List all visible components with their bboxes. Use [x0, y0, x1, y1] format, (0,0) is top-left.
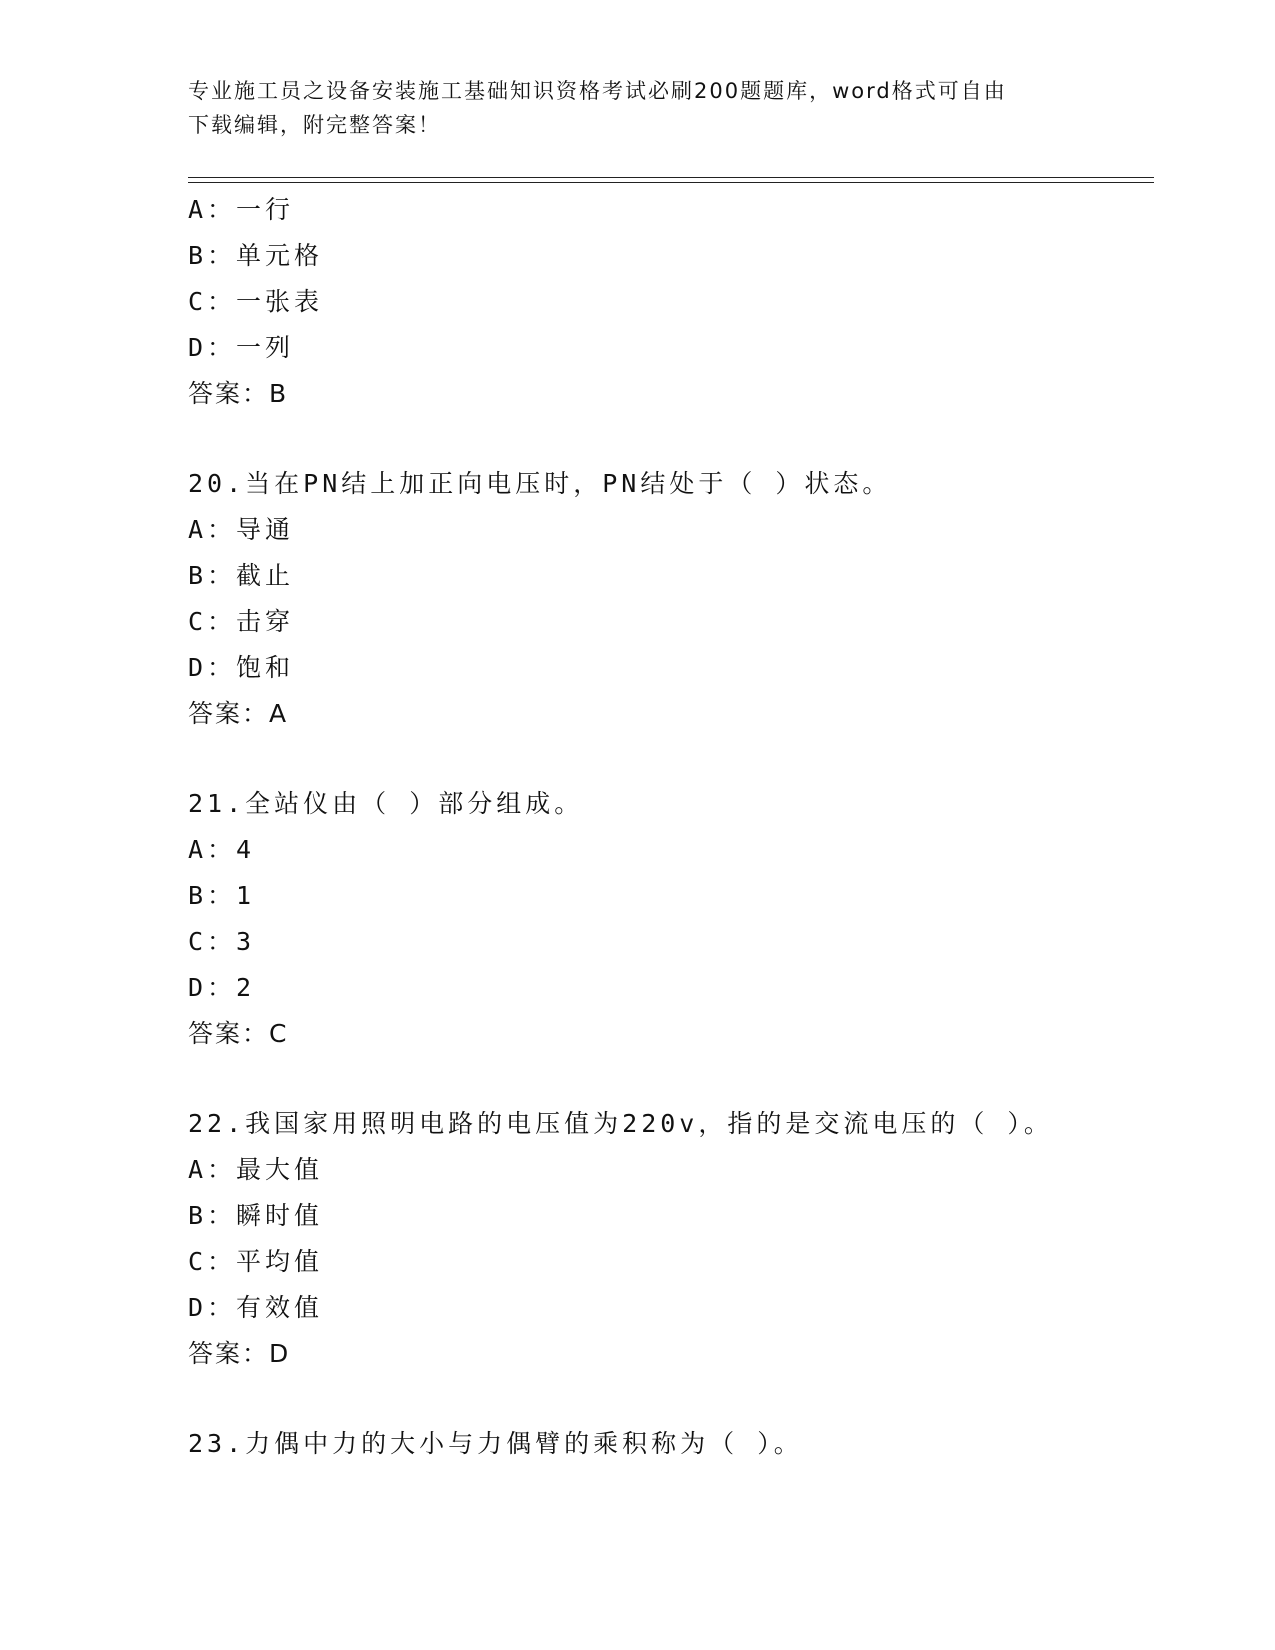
option-c: C：一张表 [188, 287, 324, 316]
option-b: B：截止 [188, 561, 295, 590]
option-a: A：导通 [188, 515, 295, 544]
option-b: B：1 [188, 881, 256, 910]
question-block-20 [188, 461, 1154, 737]
option-c: C：3 [188, 927, 256, 956]
question-block-23 [188, 1421, 1154, 1467]
question-block-21 [188, 781, 1154, 1057]
question-text: 21.全站仪由（ ）部分组成。 [188, 789, 584, 818]
option-d: D：有效值 [188, 1293, 324, 1322]
header-line-2: 下载编辑，附完整答案！ [188, 113, 441, 137]
document-header [188, 74, 1088, 142]
question-block-19 [188, 187, 1154, 417]
header-divider-bottom [188, 182, 1154, 183]
answer-line: 答案：D [188, 1339, 291, 1368]
option-d: D：一列 [188, 333, 295, 362]
question-text: 22.我国家用照明电路的电压值为220v，指的是交流电压的（ ）。 [188, 1109, 1053, 1138]
answer-line: 答案：B [188, 379, 289, 408]
header-line-1: 专业施工员之设备安装施工基础知识资格考试必刷200题题库，word格式可自由 [188, 79, 1007, 103]
option-a: A：4 [188, 835, 256, 864]
question-block-22 [188, 1101, 1154, 1377]
header-divider-top [188, 177, 1154, 178]
option-c: C：击穿 [188, 607, 295, 636]
question-list [188, 187, 1154, 1467]
option-a: A：一行 [188, 195, 295, 224]
answer-line: 答案：A [188, 699, 289, 728]
option-a: A：最大值 [188, 1155, 324, 1184]
option-d: D：2 [188, 973, 256, 1002]
option-b: B：瞬时值 [188, 1201, 324, 1230]
answer-line: 答案：C [188, 1019, 289, 1048]
question-text: 20.当在PN结上加正向电压时，PN结处于（ ）状态。 [188, 469, 892, 498]
option-c: C：平均值 [188, 1247, 324, 1276]
option-b: B：单元格 [188, 241, 324, 270]
question-text: 23.力偶中力的大小与力偶臂的乘积称为（ ）。 [188, 1429, 803, 1458]
option-d: D：饱和 [188, 653, 295, 682]
